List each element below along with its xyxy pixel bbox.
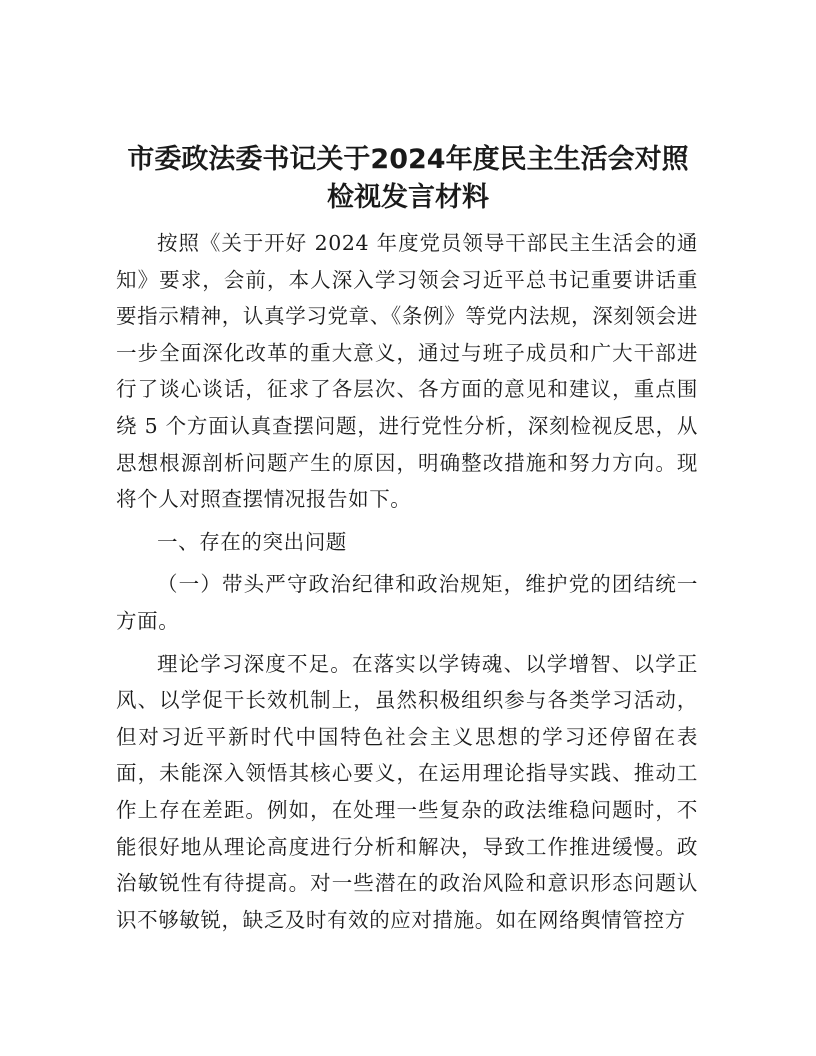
section-heading: 一、存在的突出问题 bbox=[157, 529, 347, 554]
intro-paragraph: 按照《关于开好 2024 年度党员领导干部民主生活会的通知》要求，会前，本人深入学习领会习近平总书记重要讲话重要指示精神，认真学习党章、《条例》等党内法规，深刻领会进一步全面深化改革的重大意义，通过与班子成员和广大干部进行了谈心谈话，征求了各层次、各方面的意见和建议，重点围绕 5 个方面认真查摆问题，进行党性分析，深刻检视反思，从思想根源剖析问题产生的原因，明确整改措施和努力方向。现将个人对照查摆情况报告如下。 bbox=[116, 231, 698, 512]
subsection-heading: （一）带头严守政治纪律和政治规矩，维护党的团结统一方面。 bbox=[116, 572, 698, 633]
body-paragraph: 理论学习深度不足。在落实以学铸魂、以学增智、以学正风、以学促干长效机制上，虽然积极组织参与各类学习活动，但对习近平新时代中国特色社会主义思想的学习还停留在表面，未能深入领悟其核心要义，在运用理论指导实践、推动工作上存在差距。例如，在处理一些复杂的政法维稳问题时，不能很好地从理论高度进行分析和解决，导致工作推进缓慢。政治敏锐性有待提高。对一些潜在的政治风险和意识形态问题认识不够敏锐，缺乏及时有效的应对措施。如在网络舆情管控方 bbox=[116, 651, 698, 932]
document-title-line-1: 市委政法委书记关于2024年度民主生活会对照 bbox=[127, 144, 689, 175]
document-body bbox=[116, 225, 698, 938]
document-title-line-2: 检视发言材料 bbox=[327, 182, 489, 213]
